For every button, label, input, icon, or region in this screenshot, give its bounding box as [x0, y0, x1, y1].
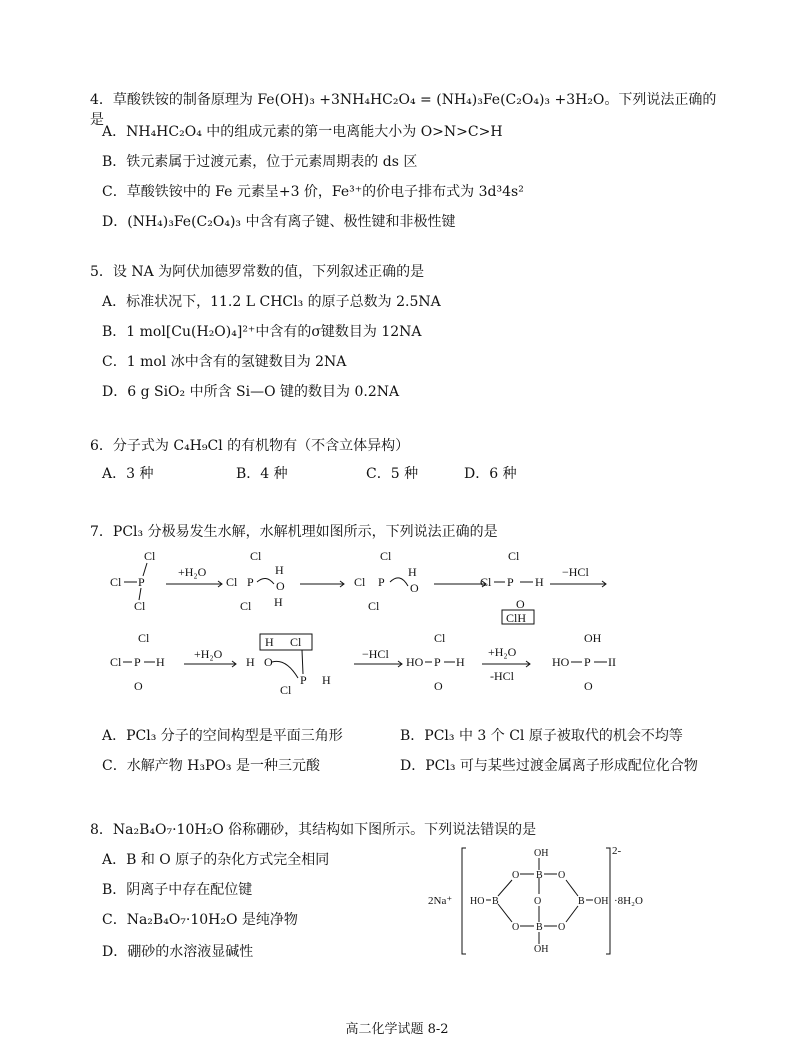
q5-option-c: C．1 mol 冰中含有的氢键数目为 2NA	[102, 354, 347, 370]
atom-label: Cl	[226, 575, 238, 589]
question-7-stem: 7．PCl₃ 分极易发生水解，水解机理如图所示，下列说法正确的是	[90, 524, 498, 540]
atom-label: P	[138, 575, 145, 589]
water-label: ·8H₂O	[614, 895, 643, 907]
reagent-label: +H₂O	[194, 647, 223, 661]
atom-label: Cl	[138, 631, 150, 645]
q6-option-d: D．6 种	[464, 466, 517, 482]
atom-label: Cl	[280, 683, 292, 697]
atom-label: Cl	[508, 549, 520, 563]
atom-label: B	[492, 896, 499, 907]
atom-label: O	[276, 579, 285, 593]
question-4	[90, 90, 730, 240]
mechanism-row-1	[110, 549, 606, 625]
atom-label: O	[584, 679, 593, 693]
atom-label: P	[378, 575, 385, 589]
atom-label: H	[535, 575, 544, 589]
atom-label: O	[410, 581, 419, 595]
atom-label: Cl	[110, 575, 122, 589]
atom-label: P	[300, 673, 307, 687]
atom-label: P	[134, 655, 141, 669]
atom-label: Cl	[354, 575, 366, 589]
atom-label: OH	[534, 848, 549, 859]
atom-label: O	[534, 896, 542, 907]
atom-label: O	[434, 679, 443, 693]
question-7-options	[90, 726, 730, 776]
q7-option-d: D．PCl₃ 可与某些过渡金属离子形成配位化合物	[400, 758, 698, 774]
atom-label: Cl	[134, 599, 146, 613]
atom-label: P	[507, 575, 514, 589]
atom-label: OH	[534, 944, 549, 955]
question-5-stem: 5．设 NA 为阿伏加德罗常数的值，下列叙述正确的是	[90, 264, 425, 280]
atom-label: O	[558, 870, 566, 881]
atom-label: H	[408, 565, 417, 579]
atom-label: Cl	[368, 599, 380, 613]
hydrolysis-mechanism-diagram	[110, 548, 630, 698]
reagent-label: +H₂O	[178, 565, 207, 579]
atom-label: HO	[470, 896, 485, 907]
atom-label: H	[456, 655, 465, 669]
atom-label: OH	[584, 631, 602, 645]
borax-structure-diagram	[428, 842, 668, 962]
atom-label: P	[434, 655, 441, 669]
q6-option-c: C．5 种	[366, 466, 419, 482]
atom-label: Cl	[110, 655, 122, 669]
question-8-stem: 8．Na₂B₄O₇·10H₂O 俗称硼砂，其结构如下图所示。下列说法错误的是	[90, 822, 537, 838]
atom-label: Cl	[480, 575, 492, 589]
reagent-label: -HCl	[490, 669, 514, 683]
atom-label: H	[274, 595, 283, 609]
q7-option-b: B．PCl₃ 中 3 个 Cl 原子被取代的机会不均等	[400, 728, 683, 744]
page-footer: 高二化学试题 8-2	[345, 1022, 449, 1037]
q5-option-b: B．1 mol[Cu(H₂O)₄]²⁺中含有的σ键数目为 12NA	[102, 324, 422, 340]
atom-label: B	[536, 922, 543, 933]
q5-option-d: D．6 g SiO₂ 中所含 Si—O 键的数目为 0.2NA	[102, 384, 400, 400]
atom-label: H	[265, 635, 274, 649]
question-7	[90, 522, 730, 542]
atom-label: B	[536, 870, 543, 881]
atom-label: O	[558, 922, 566, 933]
charge-label: 2-	[612, 845, 622, 857]
q8-option-d: D．硼砂的水溶液显碱性	[102, 944, 254, 960]
atom-label: P	[584, 655, 591, 669]
atom-label: B	[578, 896, 585, 907]
q7-option-a: A．PCl₃ 分子的空间构型是平面三角形	[102, 728, 343, 744]
question-6-stem: 6．分子式为 C₄H₉Cl 的有机物有（不含立体异构）	[90, 438, 410, 454]
atom-label: P	[247, 575, 254, 589]
q8-option-b: B．阴离子中存在配位键	[102, 882, 253, 898]
q4-option-b: B．铁元素属于过渡元素，位于元素周期表的 ds 区	[102, 154, 418, 170]
atom-label: OH	[594, 896, 609, 907]
reagent-label: +H₂O	[488, 645, 517, 659]
q4-option-c: C．草酸铁铵中的 Fe 元素呈+3 价，Fe³⁺的价电子排布式为 3d³4s²	[102, 184, 524, 200]
reagent-label: −HCl	[362, 647, 389, 661]
atom-label: O	[512, 922, 520, 933]
atom-label: Cl	[434, 631, 446, 645]
atom-label: O	[134, 679, 143, 693]
q8-option-a: A．B 和 O 原子的杂化方式完全相同	[102, 852, 330, 868]
atom-label: Cl	[250, 549, 262, 563]
atom-label: Cl	[290, 635, 302, 649]
cation-label: 2Na⁺	[428, 895, 453, 907]
atom-label: ClH	[506, 611, 527, 625]
q7-option-c: C．水解产物 H₃PO₃ 是一种三元酸	[102, 758, 320, 774]
atom-label: Cl	[240, 599, 252, 613]
q4-option-d: D．(NH₄)₃Fe(C₂O₄)₃ 中含有离子键、极性键和非极性键	[102, 214, 456, 230]
q4-option-a: A．NH₄HC₂O₄ 中的组成元素的第一电离能大小为 O>N>C>H	[102, 124, 503, 140]
question-4-stem: 4．草酸铁铵的制备原理为 Fe(OH)₃ +3NH₄HC₂O₄ = (NH₄)₃Fe(C₂O₄)₃ +3H₂O。下列说法正确的是	[90, 92, 717, 128]
mechanism-row-2	[110, 631, 616, 697]
q8-option-c: C．Na₂B₄O₇·10H₂O 是纯净物	[102, 912, 298, 928]
atom-label: Cl	[380, 549, 392, 563]
question-5	[90, 262, 730, 402]
atom-label: H	[322, 673, 331, 687]
q6-option-a: A．3 种	[102, 466, 154, 482]
atom-label: HO	[406, 655, 424, 669]
atom-label: II	[608, 655, 616, 669]
atom-label: HO	[552, 655, 570, 669]
atom-label: O	[516, 597, 525, 611]
atom-label: H	[156, 655, 165, 669]
q5-option-a: A．标准状况下，11.2 L CHCl₃ 的原子总数为 2.5NA	[102, 294, 441, 310]
reagent-label: −HCl	[562, 565, 589, 579]
question-6	[90, 436, 730, 486]
atom-label: H	[246, 655, 255, 669]
atom-label: O	[264, 655, 273, 669]
atom-label: H	[275, 563, 284, 577]
q6-option-b: B．4 种	[236, 466, 288, 482]
atom-label: O	[512, 870, 520, 881]
atom-label: Cl	[144, 549, 156, 563]
